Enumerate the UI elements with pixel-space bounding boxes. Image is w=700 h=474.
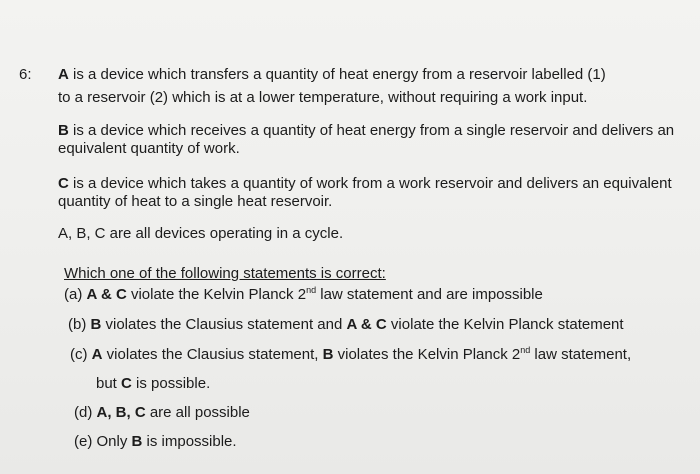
options-prompt: Which one of the following statements is correct:	[64, 265, 386, 282]
option-d-bold: A, B, C	[96, 404, 146, 421]
device-c-label: C	[58, 175, 69, 192]
option-e	[74, 433, 237, 451]
device-a-text-1: is a device which transfers a quantity of heat energy from a reservoir labelled (1)	[68, 66, 606, 83]
option-b-bold-2: A & C	[346, 316, 387, 333]
option-b	[68, 316, 624, 334]
device-a-label: A	[58, 66, 69, 83]
option-c-line2-post: is possible.	[131, 375, 211, 392]
question-number: 6:	[19, 66, 32, 83]
device-c-line-2: quantity of heat to a single heat reservoir.	[58, 193, 333, 210]
option-b-text-1: violates the Clausius statement and	[101, 316, 347, 333]
device-c-line-1	[58, 175, 672, 193]
device-b-line-2: equivalent quantity of work.	[58, 140, 240, 157]
device-b-line-1	[58, 122, 674, 140]
option-a-prefix: (a)	[64, 286, 87, 303]
option-d-prefix: (d)	[74, 404, 97, 421]
device-a-line-1	[58, 66, 606, 84]
option-a-bold: A & C	[86, 286, 127, 303]
device-b-text-1: is a device which receives a quantity of heat energy from a single reservoir and delivers an	[68, 122, 675, 139]
option-c-line2-pre: but	[96, 375, 122, 392]
option-e-bold: B	[131, 433, 143, 450]
option-a-sup: nd	[306, 285, 317, 295]
option-d-text: are all possible	[145, 404, 250, 421]
option-c	[70, 346, 631, 364]
option-c-line-2	[96, 375, 210, 393]
option-c-text-3: law statement,	[530, 346, 632, 363]
option-c-text-2: violates the Kelvin Planck 2	[333, 346, 521, 363]
option-a-text-2: law statement and are impossible	[316, 286, 543, 303]
option-c-sup: nd	[520, 345, 531, 355]
option-e-prefix: (e) Only	[74, 433, 132, 450]
option-e-text: is impossible.	[142, 433, 237, 450]
device-a-line-2: to a reservoir (2) which is at a lower temperature, without requiring a work input.	[58, 89, 588, 106]
option-c-bold-2: B	[322, 346, 334, 363]
all-devices-cycle: A, B, C are all devices operating in a cycle.	[58, 225, 344, 242]
option-b-bold-1: B	[90, 316, 102, 333]
option-b-text-2: violate the Kelvin Planck statement	[386, 316, 624, 333]
option-c-bold-1: A	[91, 346, 103, 363]
option-b-prefix: (b)	[68, 316, 91, 333]
option-d	[74, 404, 250, 422]
device-b-label: B	[58, 122, 69, 139]
device-c-text-1: is a device which takes a quantity of work from a work reservoir and delivers an equivalent	[68, 175, 672, 192]
option-c-prefix: (c)	[70, 346, 92, 363]
option-c-text-1: violates the Clausius statement,	[102, 346, 323, 363]
option-a-text-1: violate the Kelvin Planck 2	[126, 286, 307, 303]
option-a	[64, 286, 543, 304]
option-c-line2-bold: C	[121, 375, 132, 392]
